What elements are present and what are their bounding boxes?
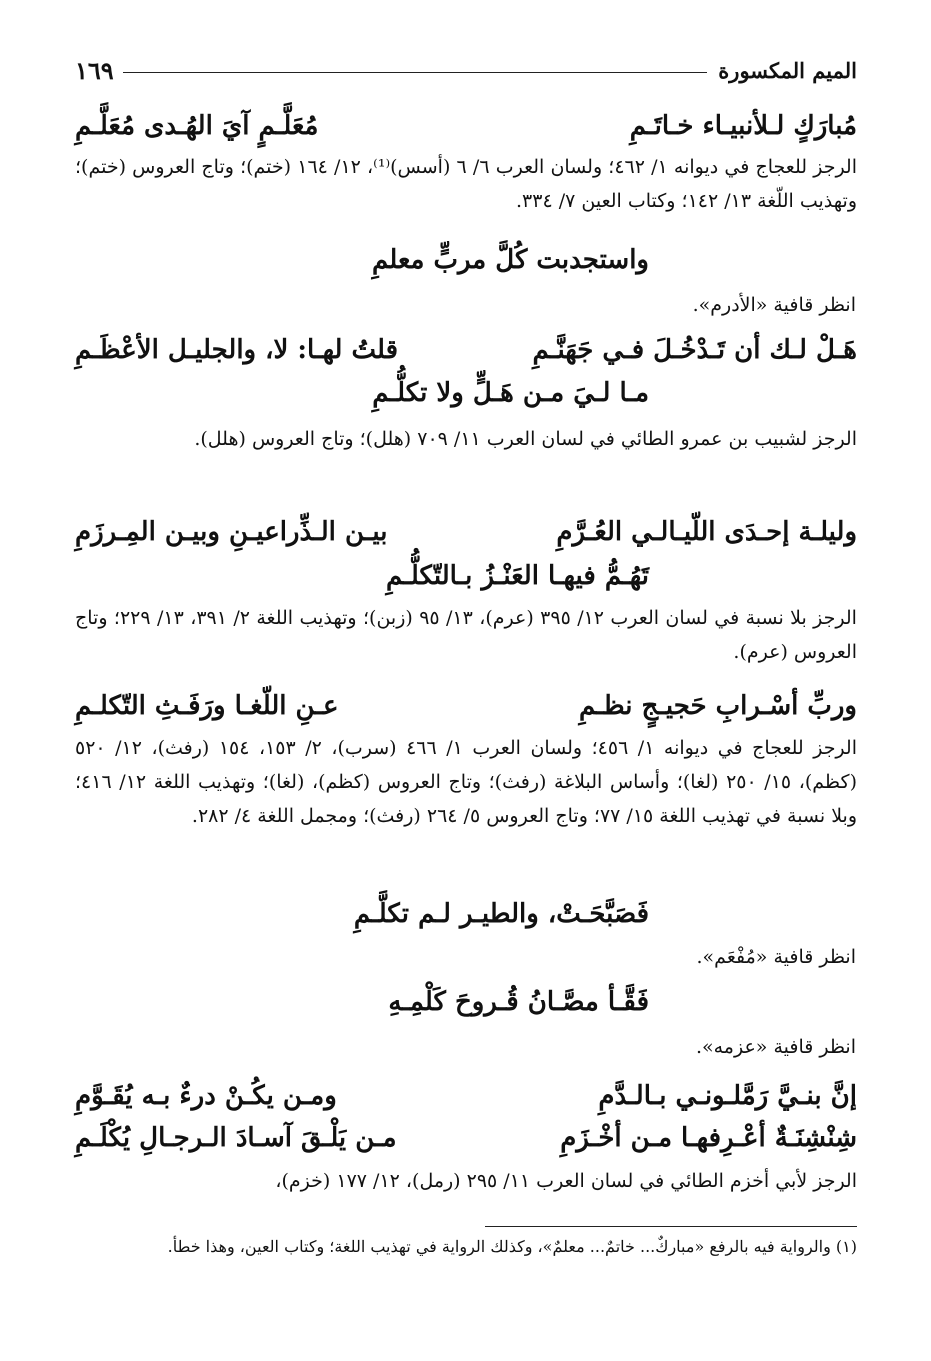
cross-reference: انظر قافية «عزمه».: [695, 1036, 856, 1058]
running-title: الميم المكسورة: [718, 58, 857, 83]
verse-hemistich-first: مُبارَكٍ لـلأنبيـاء خـاتَـمِ: [629, 111, 857, 141]
verse-hemistich-second: قلتُ لهـا: لا، والجليـل الأعْظَـمِ: [75, 335, 399, 365]
footnote: (١) والرواية فيه بالرفع «مباركٌ... خاتمٌ... معلمٌ»، وكذلك الرواية في تهذيب اللغة؛ وكتاب العين، وهذا خطأ.: [167, 1237, 857, 1256]
verse-hemistich-first: إنَّ بنـيَّ رَمَّلـونـي بـالـدَّمِ: [598, 1081, 857, 1111]
cross-reference: انظر قافية «الأدرم».: [692, 294, 856, 316]
source-citation: الرجز لشبيب بن عمرو الطائي في لسان العرب ١١/ ٧٠٩ (هلل)؛ وتاج العروس (هلل).: [194, 428, 857, 450]
verse: [75, 1076, 857, 1118]
verse-line: مـا لـيَ مـن هَـلٍّ ولا تكلُّـمِ: [372, 378, 649, 408]
verse-hemistich-first: وربِّ أسْـرابِ حَجيـجٍ نظـمِ: [578, 691, 857, 721]
header-rule: [123, 72, 707, 73]
source-citation: الرجز بلا نسبة في لسان العرب ١٢/ ٣٩٥ (عرم)، ١٣/ ٩٥ (زبن)؛ وتهذيب اللغة ٢/ ٣٩١، ١٣/ ٢٢٩؛ وتاج العروس (عرم).: [75, 607, 857, 663]
verse-hemistich-second: عـنِ اللّغـا ورَفَـثِ التّكلـمِ: [75, 691, 339, 721]
verse-line: فَقَّـأ مصَّـانُ قُـروحَ كَلْمِـهِ: [388, 987, 649, 1017]
verse-line: فَصَبَّحَـتْ، والطيـر لـم تكلَّـمِ: [353, 899, 649, 929]
verse: [75, 512, 857, 554]
page-header: [75, 56, 857, 86]
verse-line: واستجدبت كُلَّ مربٍّ معلمِ: [372, 245, 649, 275]
page-number: ١٦٩: [75, 56, 114, 85]
verse-hemistich-second: مُعَلَّـمٍ آيَ الهُـدى مُعَلَّـمِ: [75, 111, 319, 141]
verse: [75, 330, 857, 372]
source-citation: الرجز للعجاج في ديوانه ١/ ٤٥٦؛ ولسان العرب ١/ ٤٦٦ (سرب)، ٢/ ١٥٣، ١٥٤ (رفث)، ١٢/ ٥٢٠ (كظم)، ١٥/ ٢٥٠ (لغا)؛ وأساس البلاغة (رفث)؛ وتاج العروس (كظم)، (لغا)؛ وتهذيب اللغة ١٢/ ٤١٦؛ وبلا نسبة في تهذيب اللغة ١٥/ ٧٧؛ وتاج العروس ٥/ ٢٦٤ (رفث)؛ ومجمل اللغة ٤/ ٢٨٢.: [75, 737, 857, 827]
verse-hemistich-first: شِنْشِنَـةٌ أعْـرِفهـا مـن أخْـزَمِ: [560, 1123, 857, 1153]
source-citation: الرجز لأبي أخزم الطائي في لسان العرب ١١/ ٢٩٥ (رمل)، ١٢/ ١٧٧ (خزم)،: [275, 1170, 857, 1192]
verse-hemistich-first: وليلـة إحـدَى اللّيـالـي العُـرَّمِ: [556, 517, 857, 547]
verse: [75, 106, 857, 148]
verse: [75, 686, 857, 728]
verse: [75, 1118, 857, 1160]
cross-reference: انظر قافية «مُفْعَم».: [696, 946, 856, 968]
source-citation: الرجز للعجاج في ديوانه ١/ ٤٦٢؛ ولسان العرب ٦/ ٦ (أسس)⁽¹⁾، ١٢/ ١٦٤ (ختم)؛ وتاج العروس (ختم)؛ وتهذيب اللّغة ١٣/ ١٤٢؛ وكتاب العين ٧/ ٣٣٤.: [75, 156, 857, 212]
verse-hemistich-second: بيـن الـذِّراعيـنِ وبيـن المِـرزَمِ: [75, 517, 388, 547]
verse-hemistich-first: هَـلْ لـك أن تَـدْخُـلَ فـي جَهَنَّـمِ: [532, 335, 857, 365]
footnote-rule: [485, 1226, 857, 1227]
verse-line: تَهُـمُّ فيهـا العَنْـزُ بـالتّكلُّـمِ: [385, 561, 649, 591]
verse-hemistich-second: ومـن يكُـنْ درءٌ بـه يُقَـوَّمِ: [75, 1081, 337, 1111]
verse-hemistich-second: مـن يَلْـقَ آسـادَ الـرجـالِ يُكْلَـمِ: [75, 1123, 397, 1153]
